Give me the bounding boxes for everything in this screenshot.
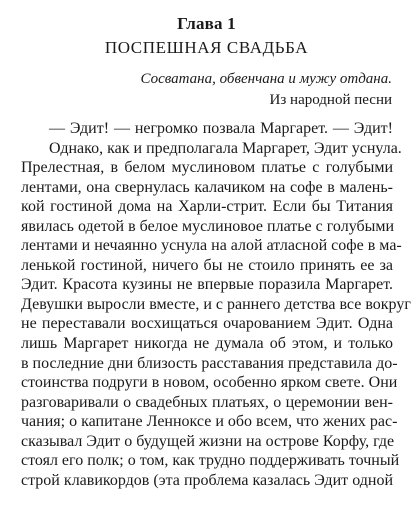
body-line: чания; о капитане Ленноксе и обо всем, что жених рас- xyxy=(21,413,398,431)
body-line: явилась одетой в белое муслиновое платье с голубыми xyxy=(21,217,395,235)
body-line: — Эдит! — негромко позвала Маргарет. — Эдит! xyxy=(49,120,393,137)
body-line: Девушки выросли вместе, и с раннего детства все вокруг xyxy=(21,295,411,313)
body-line: строй клавикордов (эта проблема казалась Эдит одной xyxy=(21,471,393,489)
body-line: стоял его полк; о том, как трудно поддерживать точный xyxy=(21,452,400,470)
body-line: лишь Маргарет никогда не думала об этом, и только xyxy=(21,335,393,353)
body-line: стоинства подруги в новом, особенно ярком свете. Они xyxy=(21,374,398,392)
body-line: не переставали восхищаться очарованием Эдит. Одна xyxy=(21,315,393,333)
body-line: в последние дни близость расставания представила до- xyxy=(21,354,398,372)
body-line: Однако, как и предполагала Маргарет, Эдит уснула. xyxy=(49,139,402,157)
body-line: лентами, она свернулась калачиком на софе в малень- xyxy=(21,178,393,196)
epigraph-quote: Сосватана, обвенчана и мужу отдана. xyxy=(140,71,392,87)
body-line: ленькой гостиной, ничего бы не стоило принять ее за xyxy=(21,256,393,274)
epigraph-source: Из народной песни xyxy=(269,92,392,108)
body-line: Прелестная, в белом муслиновом платье с голубыми xyxy=(21,159,393,177)
chapter-number: Глава 1 xyxy=(177,14,236,33)
body-line: Эдит. Красота кузины не впервые поразила Маргарет. xyxy=(21,276,393,294)
body-line: лентами и нечаянно уснула на алой атласной софе в ма- xyxy=(21,237,402,255)
body-line: сказывал Эдит о будущей жизни на острове Корфу, где xyxy=(21,432,395,450)
body-text xyxy=(21,119,411,490)
body-line: разговаривали о свадебных платьях, о церемонии вен- xyxy=(21,393,393,411)
body-line: кой гостиной дома на Харли-стрит. Если бы Титания xyxy=(21,198,393,216)
chapter-title: ПОСПЕШНАЯ СВАДЬБА xyxy=(104,38,309,57)
